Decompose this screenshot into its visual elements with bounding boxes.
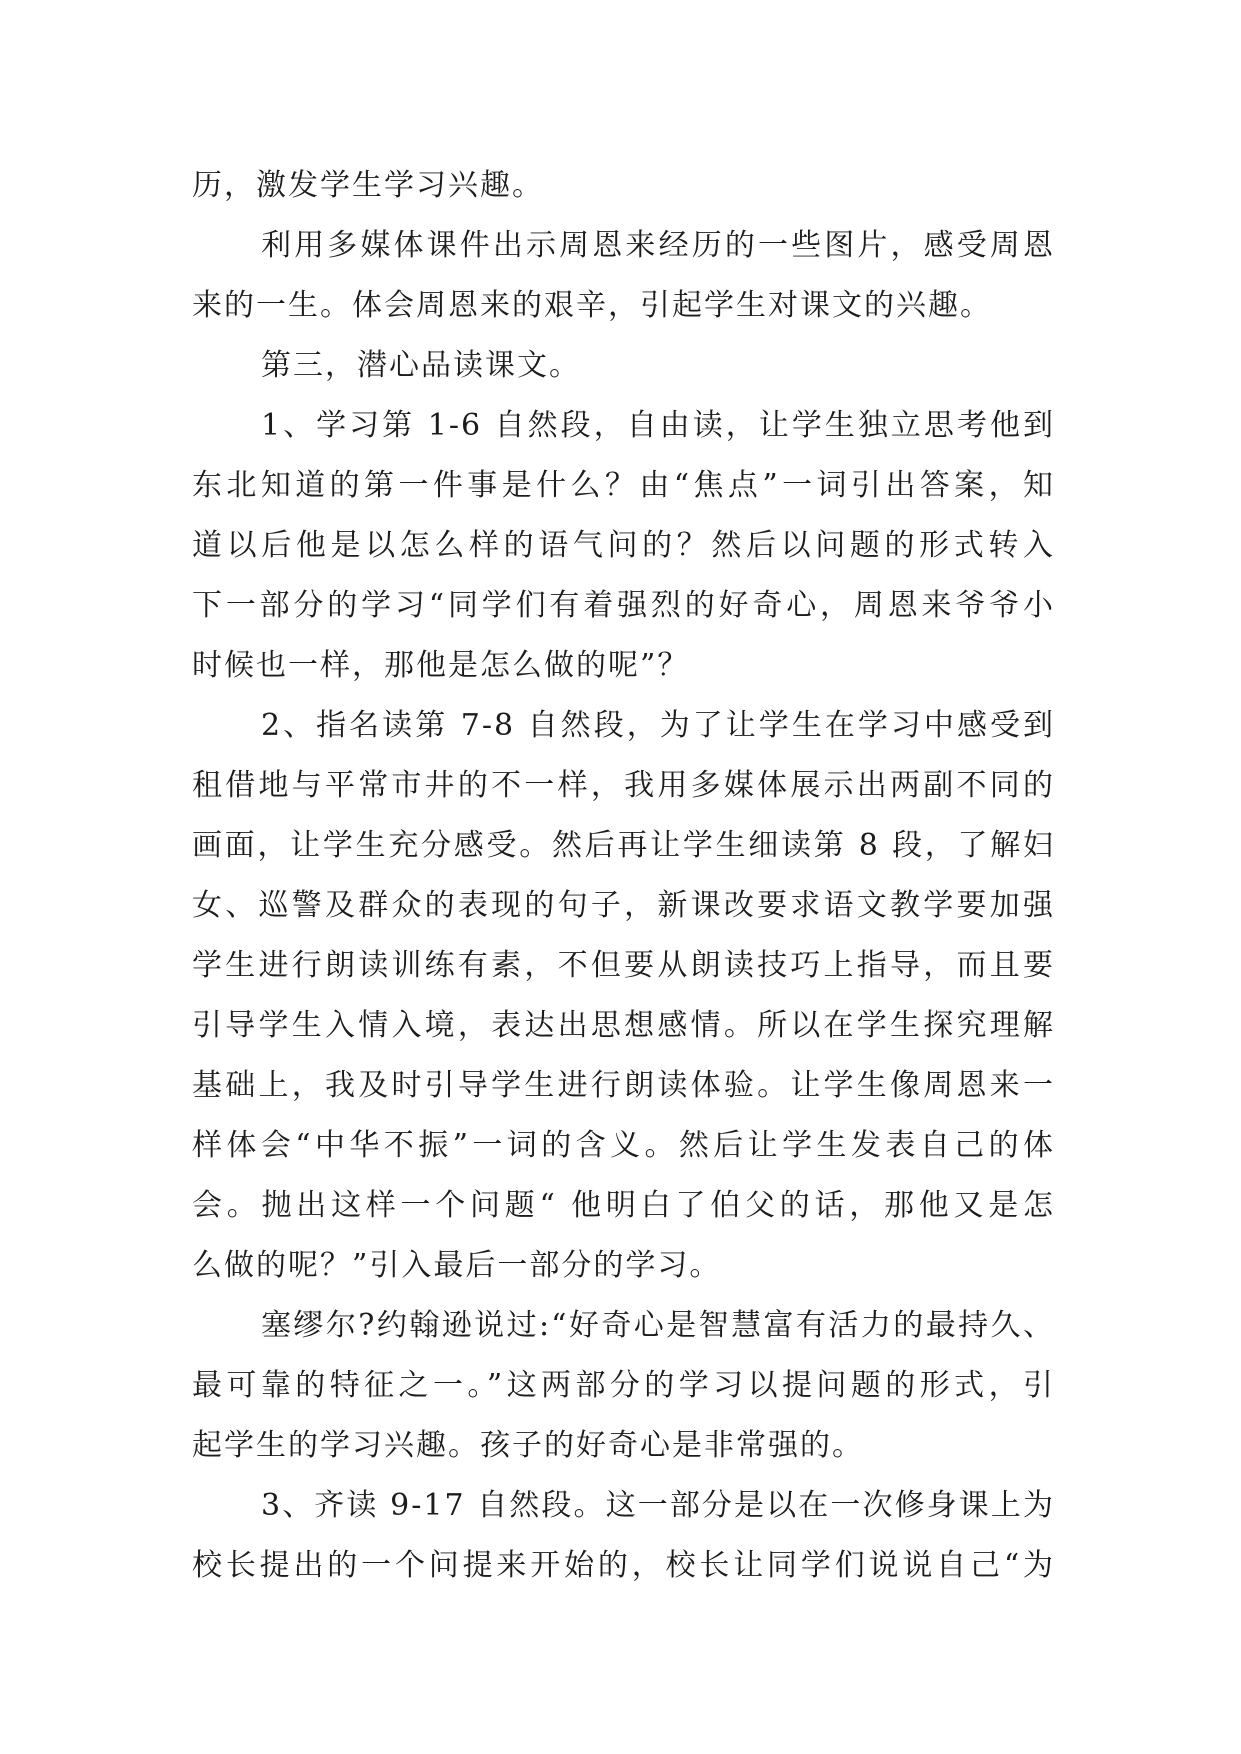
paragraph (192, 1476, 1055, 1596)
text-line: 2、指名读第 7-8 自然段，为了让学生在学习中感受到 (261, 708, 1055, 743)
text-line: 基础上，我及时引导学生进行朗读体验。让学生像周恩来一 (192, 1068, 1055, 1103)
text-line: 画面，让学生充分感受。然后再让学生细读第 8 段，了解妇 (192, 828, 1055, 863)
text-line: 来的一生。体会周恩来的艰辛，引起学生对课文的兴趣。 (192, 288, 992, 323)
text-line: 会。抛出这样一个问题“ 他明白了伯父的话，那他又是怎 (192, 1188, 1055, 1223)
text-line: 校长提出的一个问提来开始的，校长让同学们说说自己“为 (192, 1548, 1055, 1583)
text-line: 样体会“中华不振”一词的含义。然后让学生发表自己的体 (192, 1128, 1055, 1163)
paragraph (192, 156, 1055, 216)
paragraph (192, 1296, 1055, 1476)
text-line: 道以后他是以怎么样的语气问的？然后以问题的形式转入 (192, 528, 1055, 563)
text-line: 3、齐读 9-17 自然段。这一部分是以在一次修身课上为 (261, 1488, 1055, 1523)
text-line: 东北知道的第一件事是什么？由“焦点”一词引出答案，知 (192, 468, 1055, 503)
text-line: 女、巡警及群众的表现的句子，新课改要求语文教学要加强 (192, 888, 1055, 923)
text-line: 塞缪尔?约翰逊说过:“好奇心是智慧富有活力的最持久、 (261, 1308, 1055, 1343)
text-line: 第三，潜心品读课文。 (261, 348, 581, 383)
text-line: 引导学生入情入境，表达出思想感情。所以在学生探究理解 (192, 1008, 1055, 1043)
text-line: 起学生的学习兴趣。孩子的好奇心是非常强的。 (192, 1428, 864, 1463)
text-line: 学生进行朗读训练有素，不但要从朗读技巧上指导，而且要 (192, 948, 1055, 983)
text-line: 利用多媒体课件出示周恩来经历的一些图片，感受周恩 (261, 228, 1055, 263)
paragraph (192, 396, 1055, 696)
text-line: 么做的呢？”引入最后一部分的学习。 (192, 1248, 722, 1283)
text-line: 最可靠的特征之一。”这两部分的学习以提问题的形式，引 (192, 1368, 1055, 1403)
paragraph (192, 336, 1055, 396)
text-line: 下一部分的学习“同学们有着强烈的好奇心，周恩来爷爷小 (192, 588, 1055, 623)
paragraph (192, 216, 1055, 336)
text-line: 1、学习第 1-6 自然段，自由读，让学生独立思考他到 (261, 408, 1055, 443)
text-line: 历，激发学生学习兴趣。 (192, 168, 544, 203)
text-line: 租借地与平常市井的不一样，我用多媒体展示出两副不同的 (192, 768, 1055, 803)
paragraph (192, 696, 1055, 1296)
text-line: 时候也一样，那他是怎么做的呢”？ (192, 648, 690, 683)
document-body (192, 156, 1055, 1596)
